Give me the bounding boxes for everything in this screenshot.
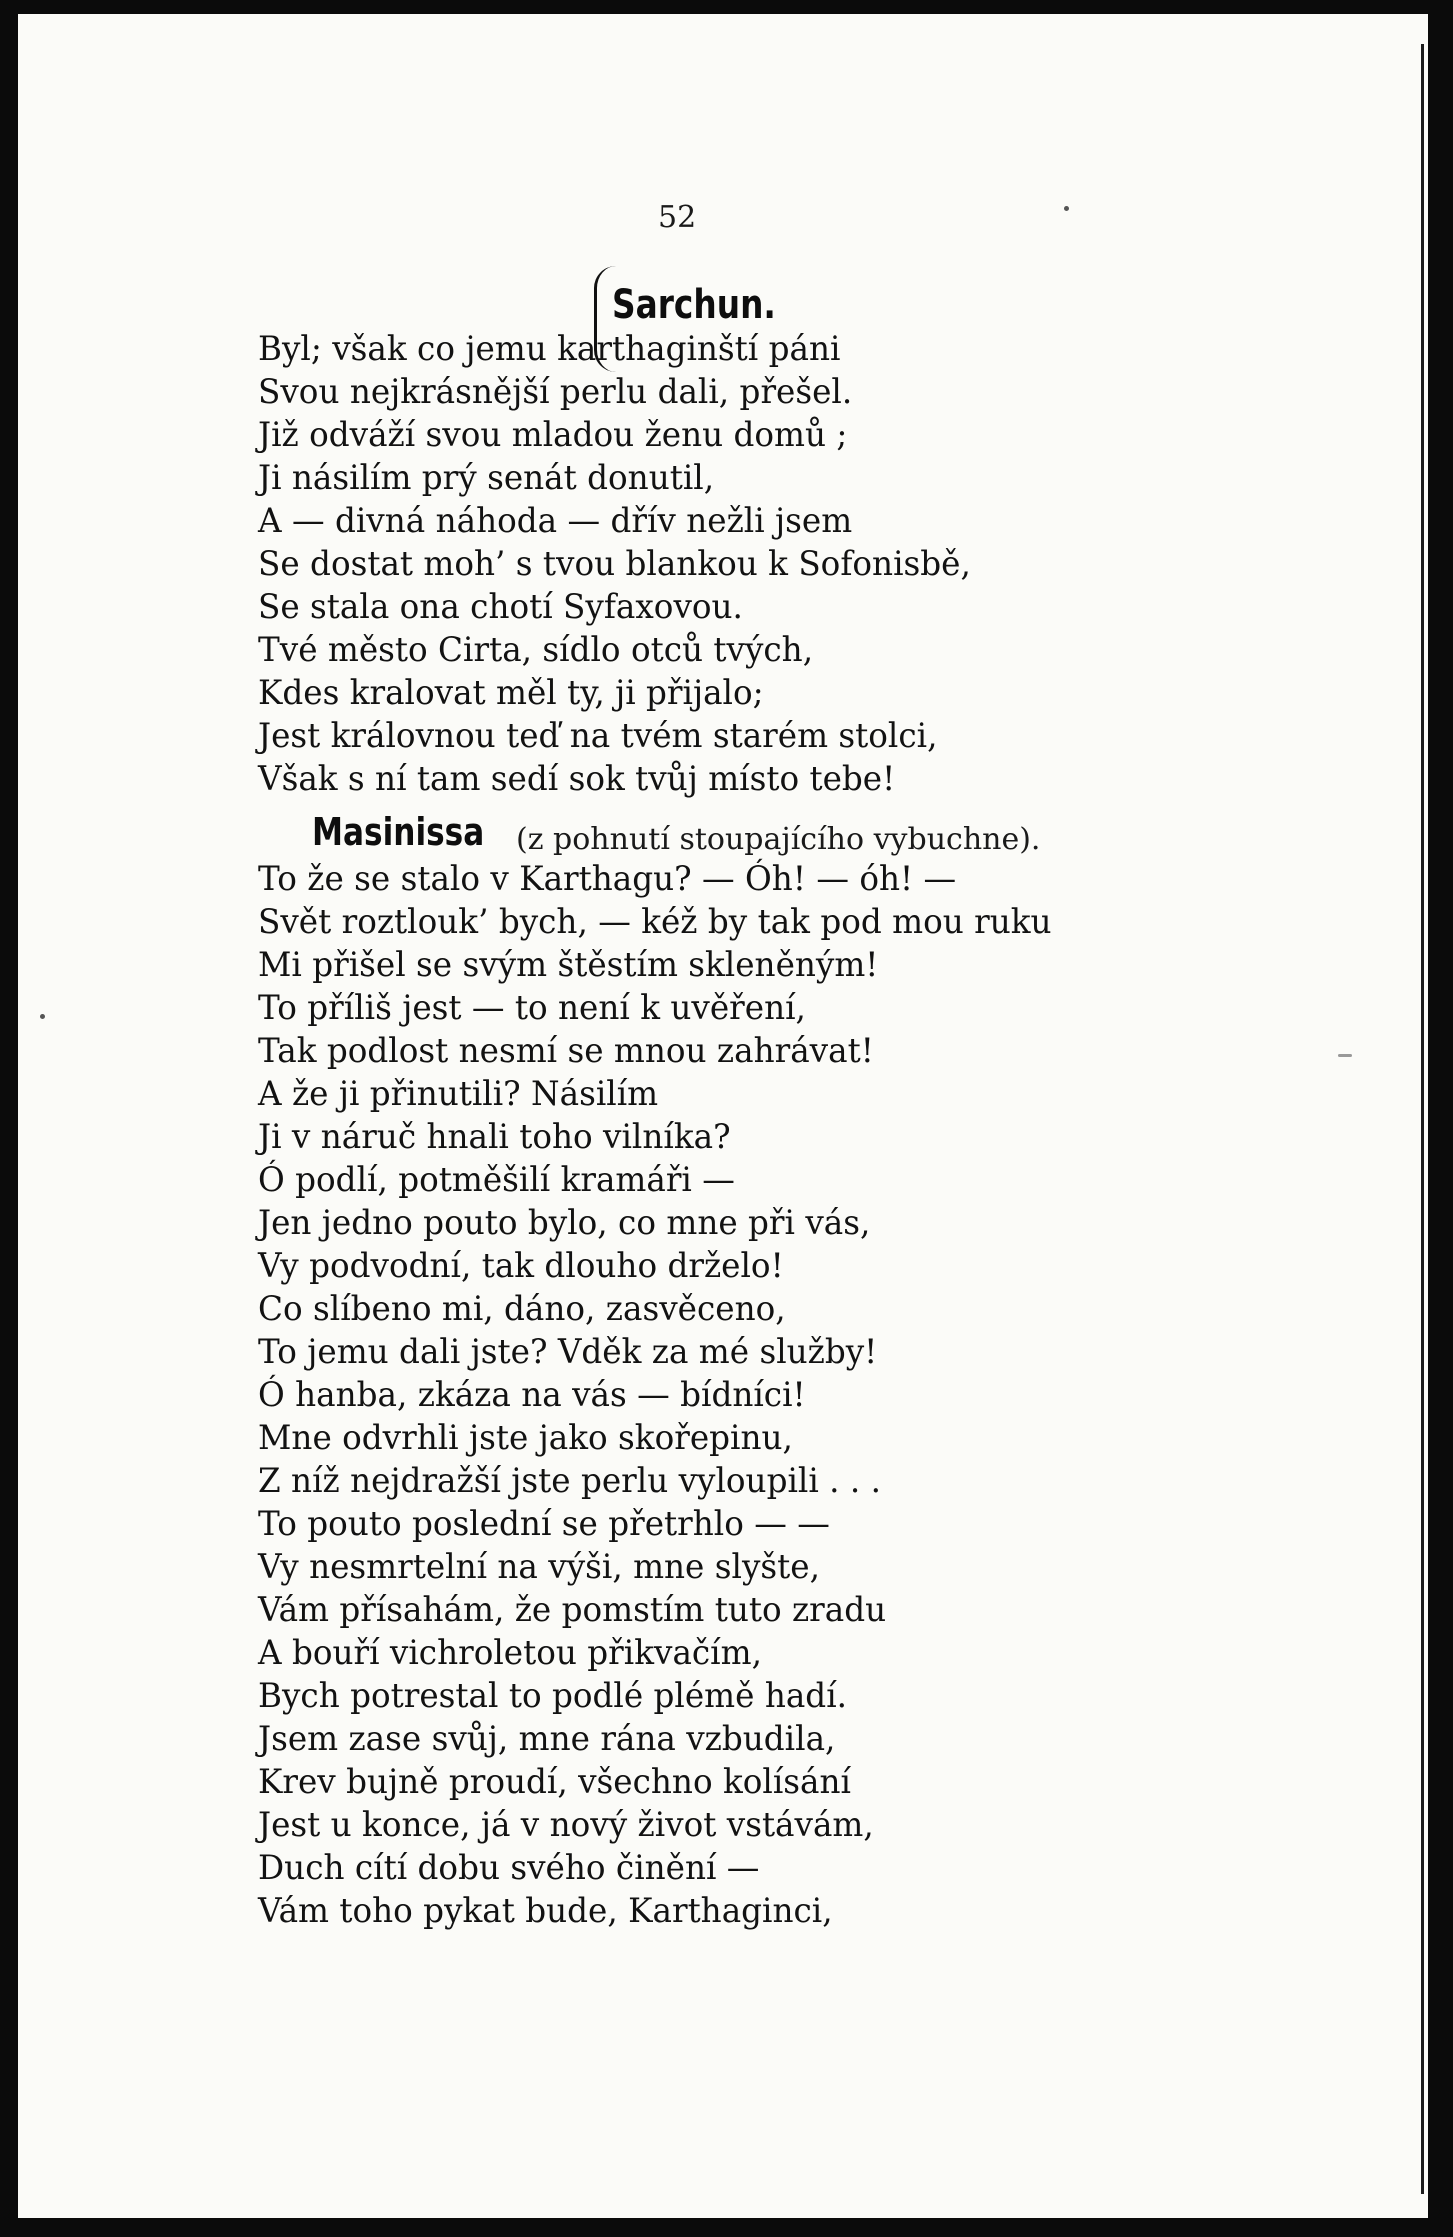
verse-line: Svět roztlouk’ bych, — kéž by tak pod mou ruku: [258, 902, 1052, 942]
verse-line: Tvé město Cirta, sídlo otců tvých,: [258, 630, 814, 670]
page-number: 52: [658, 200, 697, 235]
verse-line: Vám toho pykat bude, Karthaginci,: [258, 1891, 833, 1931]
scan-speck: [40, 1014, 45, 1019]
verse-line: Vám přísahám, že pomstím tuto zradu: [258, 1590, 887, 1630]
verse-line: Ó hanba, zkáza na vás — bídníci!: [258, 1375, 806, 1415]
verse-line: Se stala ona chotí Syfaxovou.: [258, 587, 743, 627]
stage-direction: (z pohnutí stoupajícího vybuchne).: [516, 822, 1041, 857]
verse-line: Byl; však co jemu karthaginští páni: [258, 329, 841, 369]
verse-line: Jest u konce, já v nový život vstávám,: [258, 1805, 874, 1845]
verse-line: Z níž nejdražší jste perlu vyloupili . . .: [258, 1461, 882, 1501]
verse-line: Však s ní tam sedí sok tvůj místo tebe!: [258, 759, 896, 799]
verse-line: Jsem zase svůj, mne rána vzbudila,: [258, 1719, 836, 1759]
book-page: [18, 14, 1428, 2218]
verse-line: Se dostat moh’ s tvou blankou k Sofonisbě,: [258, 544, 971, 584]
verse-line: To jemu dali jste? Vděk za mé služby!: [258, 1332, 878, 1372]
verse-line: Ó podlí, potměšilí kramáři —: [258, 1160, 735, 1200]
verse-line: Tak podlost nesmí se mnou zahrávat!: [258, 1031, 874, 1071]
verse-line: Ji násilím prý senát donutil,: [258, 458, 715, 498]
verse-line: A — divná náhoda — dřív nežli jsem: [258, 501, 853, 541]
verse-line: Již odváží svou mladou ženu domů ;: [258, 415, 848, 455]
verse-line: Kdes kralovat měl ty, ji přijalo;: [258, 673, 764, 713]
verse-line: Mi přišel se svým štěstím skleněným!: [258, 945, 879, 985]
verse-line: Jest královnou teď na tvém starém stolci,: [258, 716, 938, 756]
verse-line: Duch cítí dobu svého činění —: [258, 1848, 760, 1888]
verse-line: Bych potrestal to podlé plémě hadí.: [258, 1676, 848, 1716]
speaker-sarchun: Sarchun.: [612, 282, 776, 328]
verse-line: Svou nejkrásnější perlu dali, přešel.: [258, 372, 853, 412]
verse-line: Vy nesmrtelní na výši, mne slyšte,: [258, 1547, 820, 1587]
verse-line: A bouří vichroletou přikvačím,: [258, 1633, 762, 1673]
verse-line: To pouto poslední se přetrhlo — —: [258, 1504, 830, 1544]
scan-speck: [1338, 1054, 1352, 1057]
verse-line: Co slíbeno mi, dáno, zasvěceno,: [258, 1289, 786, 1329]
verse-block-sarchun: [258, 328, 971, 801]
verse-line: To příliš jest — to není k uvěření,: [258, 988, 806, 1028]
verse-line: A že ji přinutili? Násilím: [258, 1074, 659, 1114]
verse-line: Vy podvodní, tak dlouho drželo!: [258, 1246, 784, 1286]
verse-line: Jen jedno pouto bylo, co mne při vás,: [258, 1203, 871, 1243]
verse-line: Mne odvrhli jste jako skořepinu,: [258, 1418, 793, 1458]
speaker-masinissa: Masinissa: [312, 810, 485, 854]
verse-block-masinissa: [258, 858, 1052, 1933]
verse-line: Krev bujně proudí, všechno kolísání: [258, 1762, 851, 1802]
page-edge-line: [1421, 44, 1424, 2194]
verse-line: To že se stalo v Karthagu? — Óh! — óh! —: [258, 859, 957, 899]
verse-line: Ji v náruč hnali toho vilníka?: [258, 1117, 731, 1157]
scan-speck: [1064, 206, 1069, 211]
